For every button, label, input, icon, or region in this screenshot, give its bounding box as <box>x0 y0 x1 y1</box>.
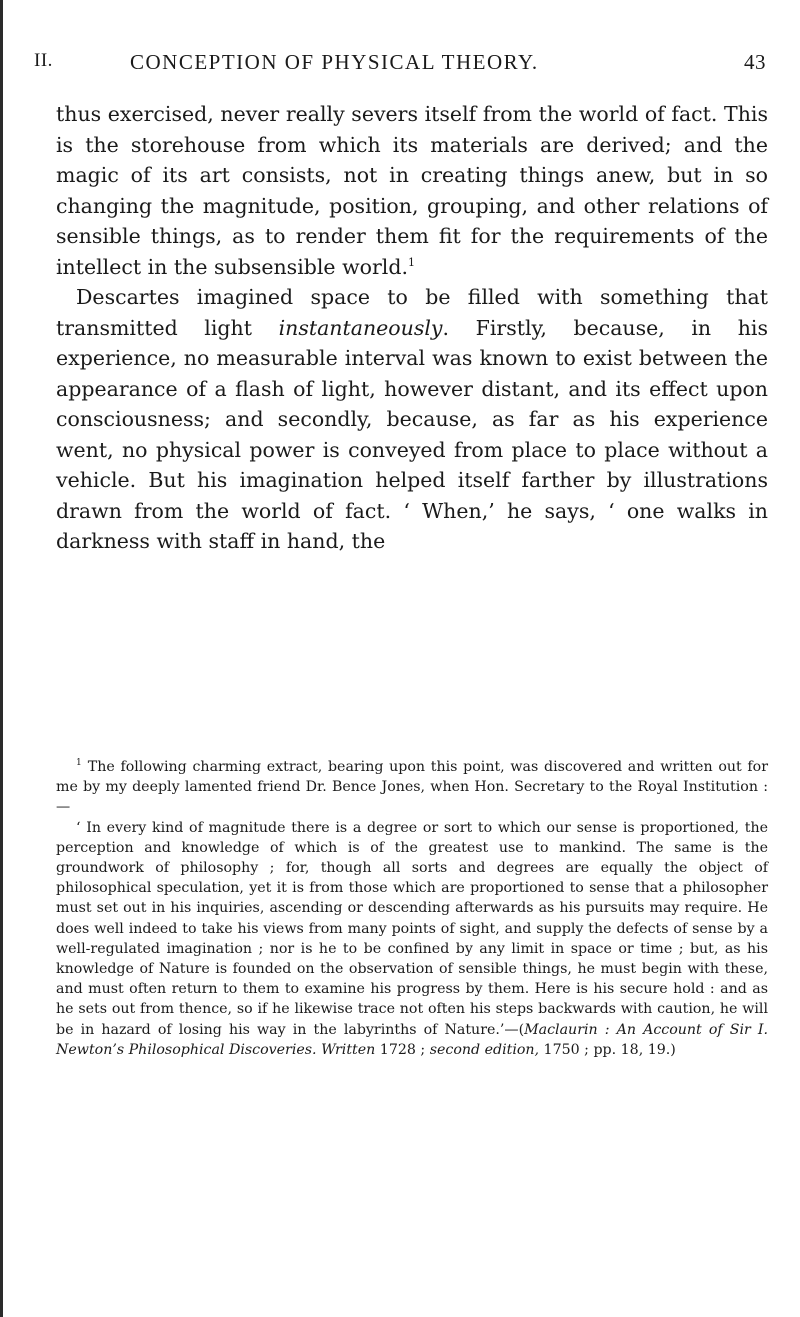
footnote-number: 1 <box>76 758 82 769</box>
footnote <box>56 757 768 1060</box>
footnote-citation-edition: second edition, <box>429 1041 540 1058</box>
paragraph-1 <box>56 99 768 282</box>
footnote-citation-end: 1750 ; pp. 18, 19.) <box>539 1041 676 1058</box>
paragraph-1-text: thus exercised, never really severs itself from the world of fact. This is the storehouse from which its materials are derived; and the magic of its art consists, not in creating things anew, but in so changing the magnitude, position, grouping, and other relations of sensible things, as to render them fit for the requirements of the intellect in the subsensible world. <box>56 102 768 279</box>
footnote-citation-year: 1728 ; <box>375 1041 430 1058</box>
body-text <box>56 99 768 557</box>
page-edge <box>0 0 3 1317</box>
paragraph-2-text-start: Descartes imagined space to be filled with something that transmitted light <box>56 285 768 340</box>
paragraph-2 <box>56 282 768 557</box>
footnote-quote-text: ‘ In every kind of magnitude there is a degree or sort to which our sense is proportioned, the perception and knowledge of which is of the greatest use to mankind. The same is the groundwork of philosophy ; for, though all sorts and degrees are equally the object of philosophical speculation, yet it is from those which are proportioned to sense that a philosopher must set out in his inquiries, ascending or descending afterwards as his pursuits may require. He does well indeed to take his views from many points of sight, and supply the defects of sense by a well-regulated imagination ; nor is he to be confined by any limit in space or time ; but, as his knowledge of Nature is founded on the observation of sensible things, he must begin with these, and must often return to them to examine his progress by them. Here is his secure hold : and as he sets out from thence, so if he likewise trace not often his steps backwards with caution, he will be in hazard of losing his way in the labyrinths of Nature.’—( <box>56 819 768 1038</box>
footnote-quote <box>56 818 768 1060</box>
footnote-reference[interactable]: 1 <box>407 255 415 269</box>
italic-term: instantaneously <box>278 315 443 340</box>
page-number: 43 <box>744 50 766 74</box>
running-head <box>34 50 766 78</box>
paragraph-2-text-end: . Firstly, because, in his experience, no measurable interval was known to exist between the appearance of a flash of light, however distant, and its effect upon consciousness; and secondly, because, as far as his experience went, no physical power is conveyed from place to place without a vehicle. But his imagination helped itself farther by illustrations drawn from the world of fact. ‘ When,’ he says, ‘ one walks in darkness with staff in hand, the <box>56 315 768 553</box>
running-title: CONCEPTION OF PHYSICAL THEORY. <box>130 50 539 74</box>
footnote-citation-title: Maclaurin : An Account of Sir I. Newton’s Philosophical Discoveries. Written <box>56 1021 768 1058</box>
chapter-number: II. <box>34 50 53 71</box>
footnote-intro <box>56 757 768 818</box>
footnote-intro-text: The following charming extract, bearing upon this point, was discovered and written out for me by my deeply lamented friend Dr. Bence Jones, when Hon. Secretary to the Royal Institution :— <box>56 759 768 816</box>
